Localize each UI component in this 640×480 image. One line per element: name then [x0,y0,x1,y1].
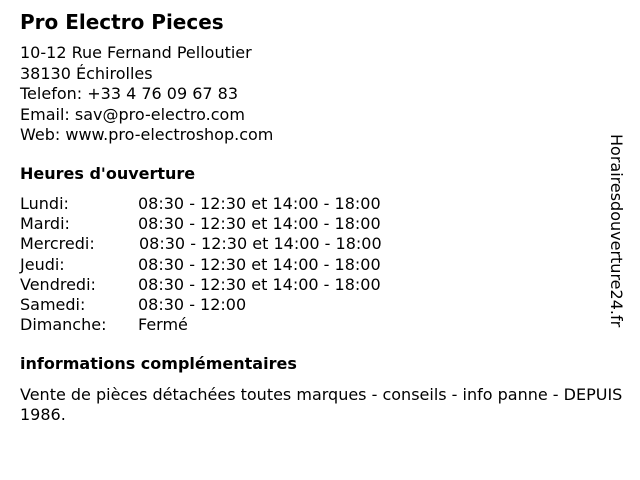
time-value: 08:30 - 12:30 et 14:00 - 18:00 [138,274,381,294]
time-value: 08:30 - 12:30 et 14:00 - 18:00 [139,234,382,254]
business-name: Pro Electro Pieces [20,10,224,34]
day-label: Jeudi: [20,254,65,274]
day-label: Samedi: [20,294,86,314]
day-label: Vendredi: [20,274,96,294]
contact-block [20,43,273,146]
email-line: Email: sav@pro-electro.com [20,104,245,124]
day-label: Dimanche: [20,315,107,335]
address-street: 10-12 Rue Fernand Pelloutier [20,43,252,62]
time-value: 08:30 - 12:30 et 14:00 - 18:00 [138,214,381,234]
time-value: 08:30 - 12:00 [138,294,247,314]
time-value: 08:30 - 12:30 et 14:00 - 18:00 [138,254,381,274]
address-city: 38130 Échirolles [20,63,153,83]
day-label: Lundi: [20,194,69,213]
web-line: Web: www.pro-electroshop.com [20,125,274,144]
day-label: Mardi: [20,214,70,234]
time-value: 08:30 - 12:30 et 14:00 - 18:00 [138,194,381,213]
phone-line: Telefon: +33 4 76 09 67 83 [20,84,239,103]
site-watermark: Horairesdouverture24.fr [607,134,626,328]
time-value: Fermé [138,315,188,335]
day-label: Mercredi: [20,234,95,254]
info-heading: informations complémentaires [20,354,297,373]
info-description: Vente de pièces détachées toutes marques - conseils - info panne - DEPUIS 1986. [20,385,623,424]
hours-heading: Heures d'ouverture [20,164,196,183]
